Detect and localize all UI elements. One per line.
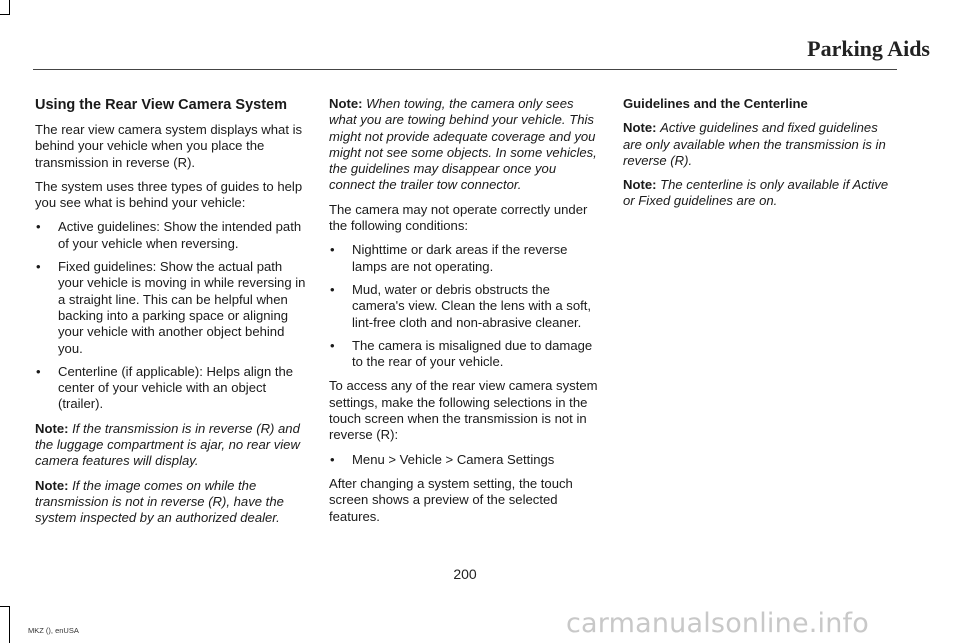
note-label: Note:: [35, 420, 69, 436]
page-title: Parking Aids: [807, 36, 930, 61]
paragraph: The system uses three types of guides to help you see what is behind your vehicle:: [35, 178, 303, 211]
note: [329, 96, 601, 194]
crop-mark-bottom-left-h: [0, 606, 10, 607]
note: [35, 478, 307, 527]
sub-heading: Guidelines and the Centerline: [623, 96, 808, 111]
paragraph: After changing a system setting, the touch screen shows a preview of the selected features.: [329, 475, 573, 524]
list-item: • The camera is misaligned due to damage to the rear of your vehicle.: [329, 338, 601, 371]
section-heading: Using the Rear View Camera System: [35, 97, 287, 113]
note-label: Note:: [623, 177, 657, 193]
list-item: • Active guidelines: Show the intended path of your vehicle when reversing.: [35, 219, 307, 252]
header-divider: [33, 69, 897, 70]
note-text: If the image comes on while the transmission is not in reverse (R), have the system inspected by an authorized dealer.: [35, 477, 284, 526]
paragraph: The rear view camera system displays what is behind your vehicle when you place the transmission in reverse (R).: [35, 122, 303, 170]
page-number: 200: [453, 566, 477, 582]
note-text: If the transmission is in reverse (R) and the luggage compartment is ajar, no rear view camera features will display.: [35, 420, 300, 469]
note-label: Note:: [329, 96, 363, 111]
list-item: • Centerline (if applicable): Helps align the center of your vehicle with an object (trailer).: [35, 364, 307, 413]
model-code: MKZ (), enUSA: [28, 626, 79, 635]
paragraph: The camera may not operate correctly under the following conditions:: [329, 201, 588, 234]
bullet-list: [35, 219, 307, 412]
column-3: [623, 96, 895, 218]
note-text: When towing, the camera only sees what you are towing behind your vehicle. This might not provide adequate coverage and you might not see some objects. In some vehicles, the guidelines may disappear once you connect the trailer tow connector.: [329, 96, 597, 193]
list-item: • Nighttime or dark areas if the reverse lamps are not operating.: [329, 242, 601, 275]
list-item: • Fixed guidelines: Show the actual path your vehicle is moving in while reversing in a straight line. This can be helpful when backing into a parking space or aligning your vehicle with another object behind you.: [35, 259, 307, 357]
note-text: Active guidelines and fixed guidelines are only available when the transmission is in reverse (R).: [623, 120, 886, 168]
watermark-text: carmanualsonline.info: [566, 608, 869, 639]
crop-mark-bottom-left-v: [9, 606, 10, 643]
note-text: The centerline is only available if Active or Fixed guidelines are on.: [623, 177, 889, 209]
list-item: • Menu > Vehicle > Camera Settings: [329, 452, 601, 468]
paragraph: To access any of the rear view camera system settings, make the following selections in the touch screen when the transmission is not in reverse (R):: [329, 378, 598, 443]
bullet-list: [329, 452, 601, 468]
note: [35, 421, 307, 470]
list-item: • Mud, water or debris obstructs the camera's view. Clean the lens with a soft, lint-free cloth and non-abrasive cleaner.: [329, 282, 601, 331]
column-1: [35, 96, 307, 535]
note-label: Note:: [35, 477, 69, 493]
note-label: Note:: [623, 120, 657, 136]
column-2: [329, 96, 601, 533]
crop-mark-top-left-v: [9, 0, 10, 14]
note: [623, 177, 895, 210]
note: [623, 120, 895, 169]
bullet-list: [329, 242, 601, 370]
crop-mark-top-left-h: [0, 14, 10, 15]
